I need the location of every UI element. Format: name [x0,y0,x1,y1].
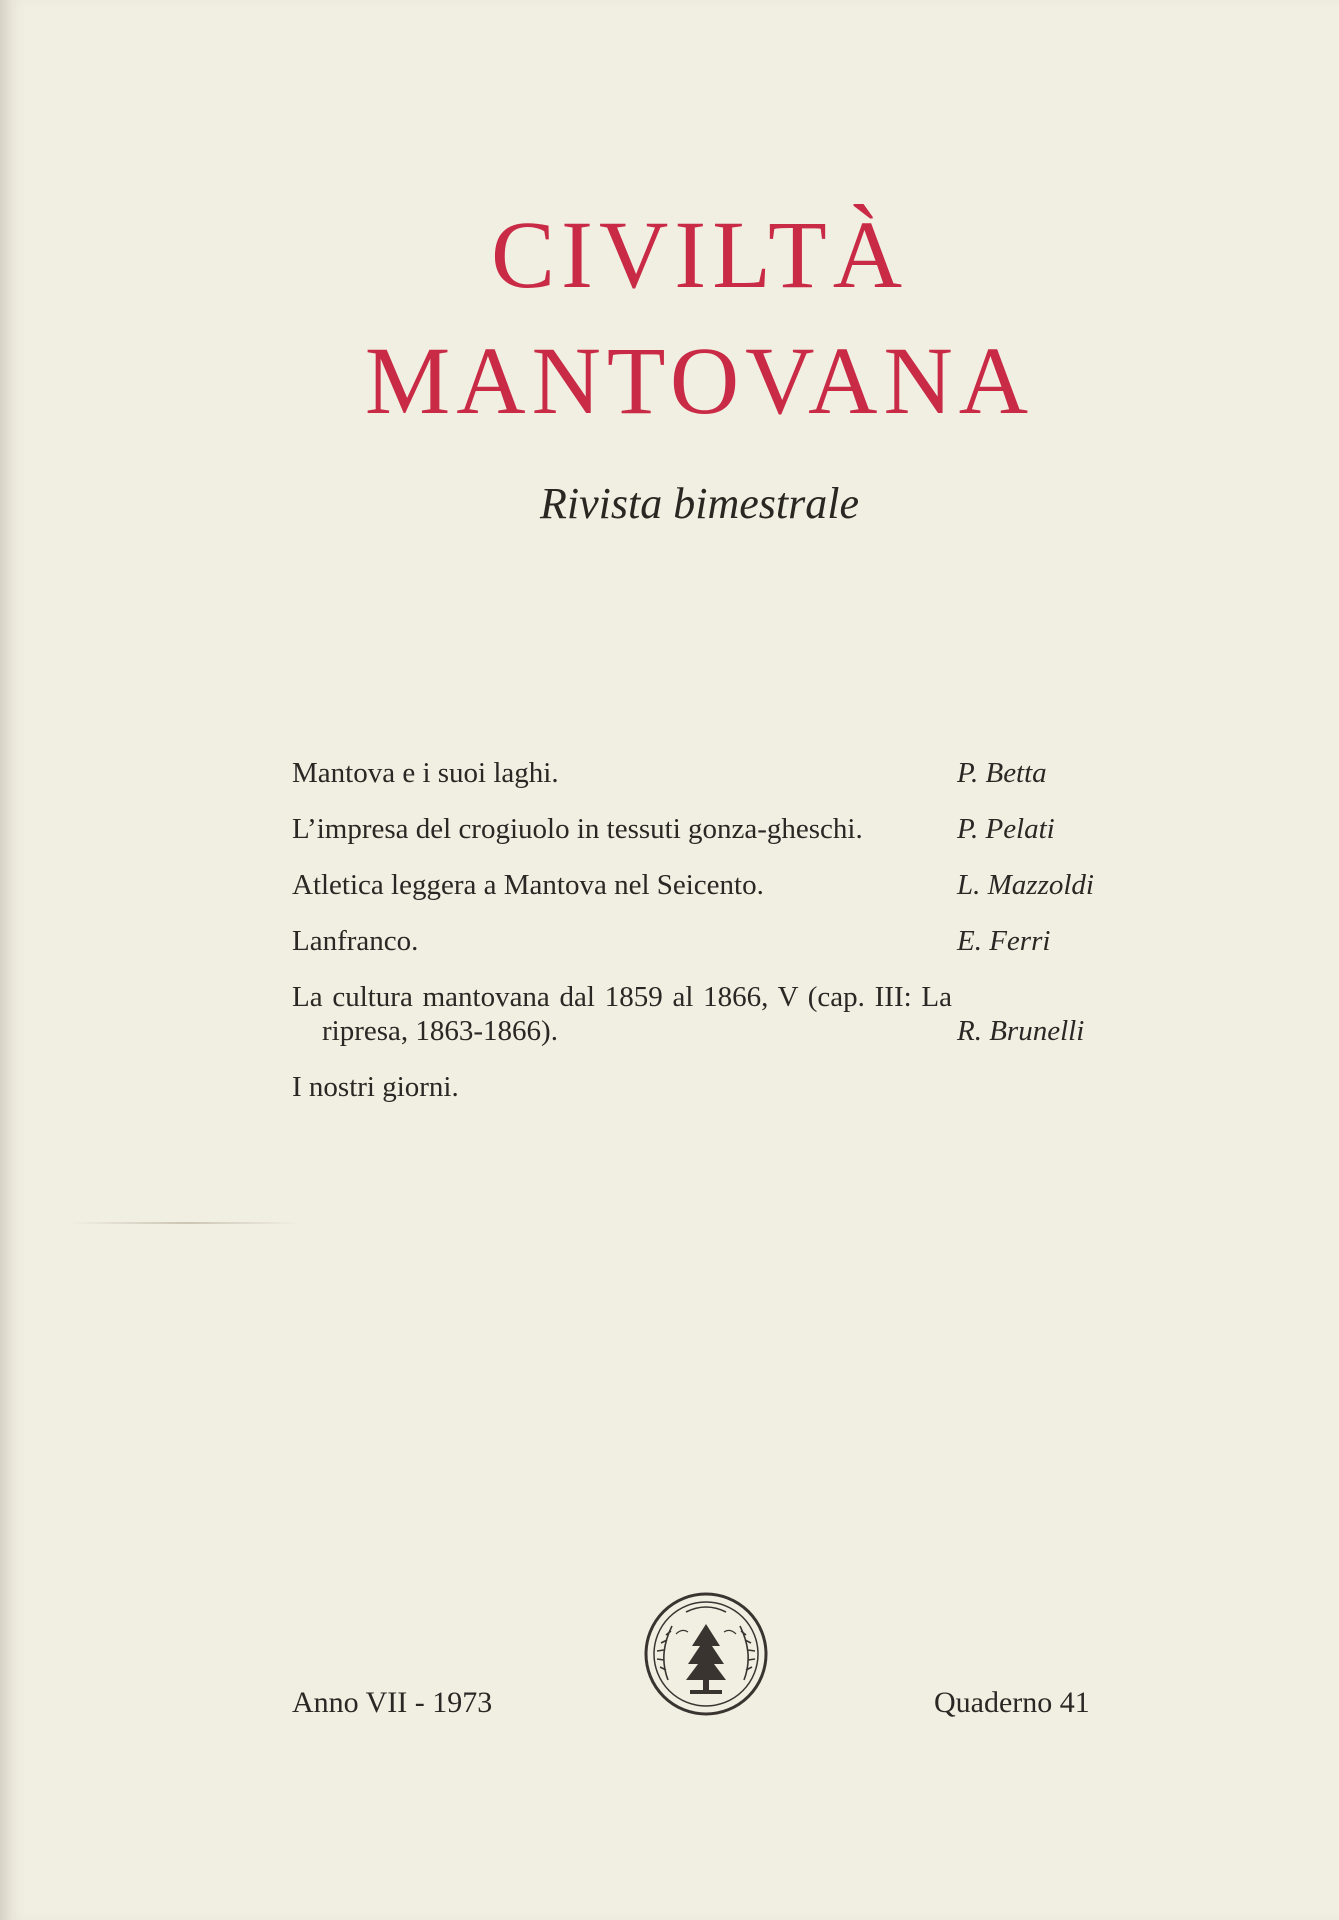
title-line-1: CIVILTÀ [490,201,909,308]
spine-edge [0,0,14,1920]
toc-entry-title: L’impresa del crogiuolo in tessuti gonza-gheschi. [292,813,863,845]
toc-entry-author: R. Brunelli [957,1015,1085,1047]
toc-entry-author: P. Pelati [957,813,1055,845]
paper-crease [70,1222,300,1224]
toc-entry-title: Mantova e i suoi laghi. [292,757,559,789]
issue-number: Quaderno 41 [934,1686,1090,1719]
table-of-contents [292,756,1137,1126]
toc-entry-author: P. Betta [957,757,1047,789]
toc-entry-title: La cultura mantovana dal 1859 al 1866, V (cap. III: La ripresa, 1863-1866). [292,981,952,1047]
toc-entry [292,868,1137,902]
issue-year: Anno VII - 1973 [292,1686,493,1719]
toc-entry [292,980,1137,1048]
toc-entry-title: I nostri giorni. [292,1071,459,1103]
toc-entry [292,1070,1137,1104]
toc-entry-author: E. Ferri [957,925,1051,957]
toc-entry-author: L. Mazzoldi [957,869,1094,901]
toc-entry-title: Lanfranco. [292,925,419,957]
toc-entry [292,924,1137,958]
toc-entry [292,812,1137,846]
title-line-2: MANTOVANA [364,327,1035,434]
toc-entry-title: Atletica leggera a Mantova nel Seicento. [292,869,764,901]
subtitle: Rivista bimestrale [540,479,859,528]
toc-entry [292,756,1137,790]
tree-wreath-seal-icon [642,1590,770,1718]
